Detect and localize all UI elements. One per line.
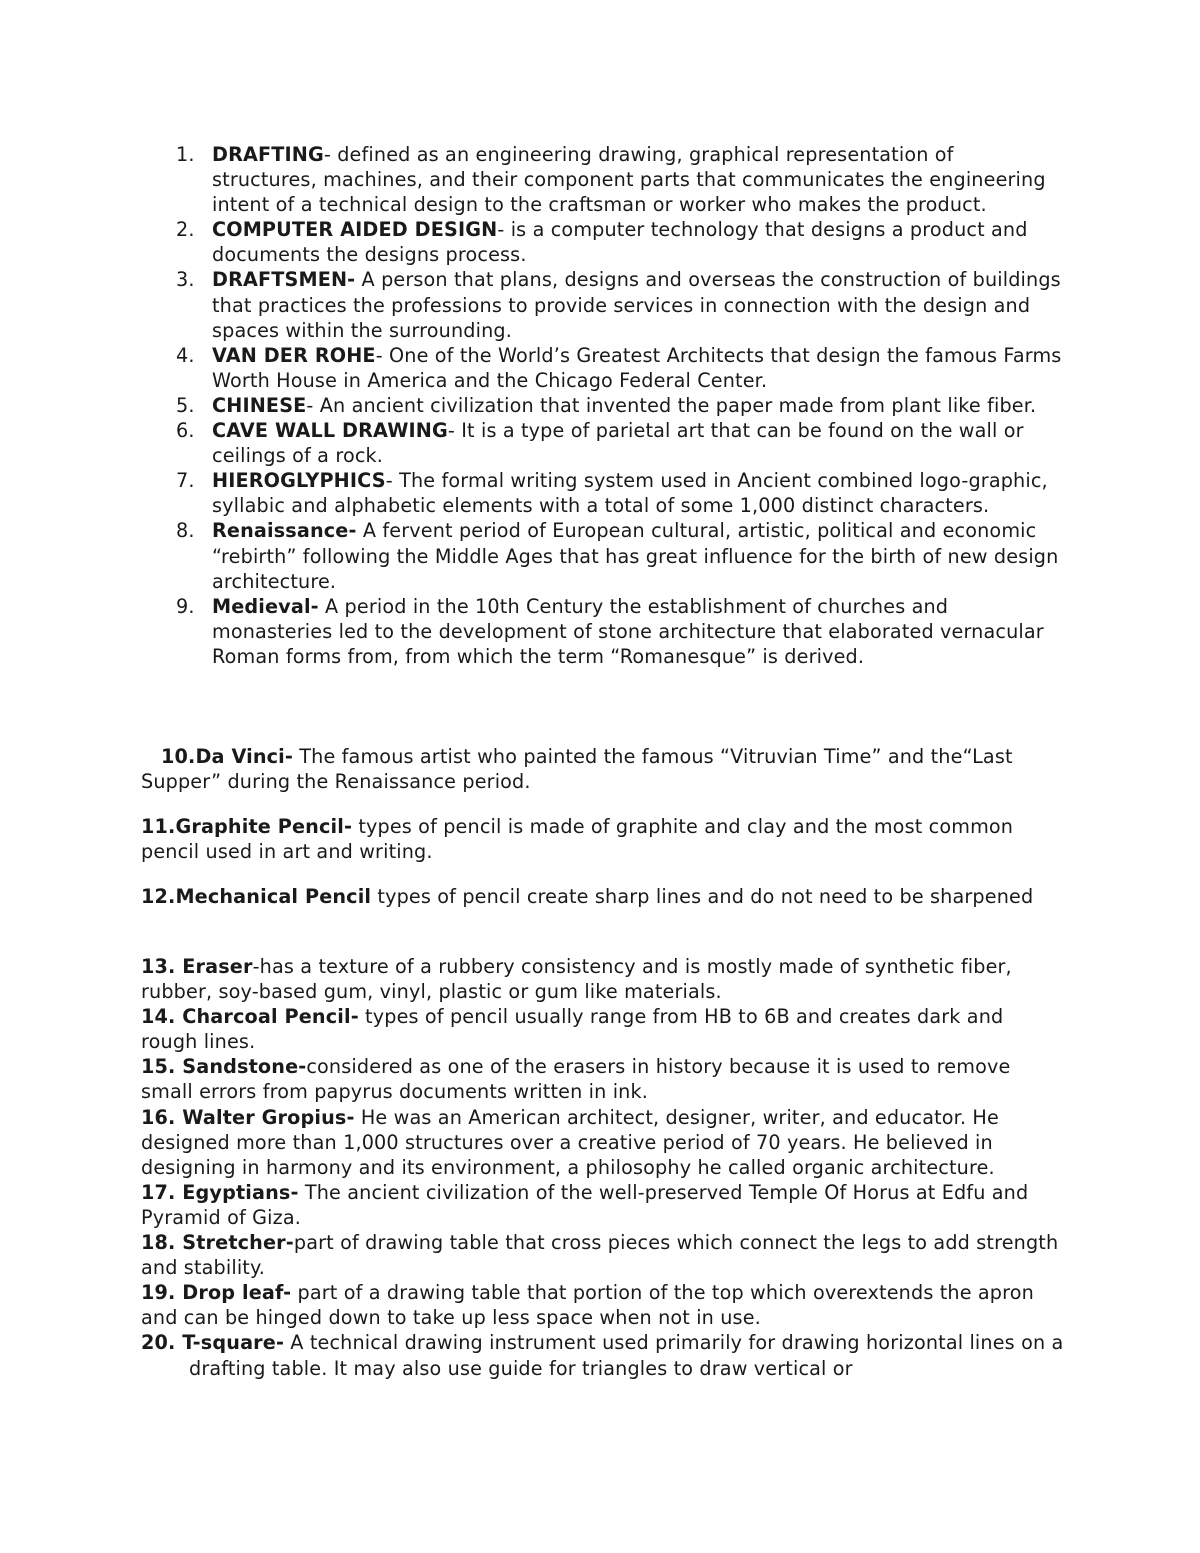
- list-item: [0, 343, 1062, 393]
- entry-16: [141, 1105, 1066, 1180]
- item-text: A period in the 10th Century the establishment of churches and monasteries led to the development of stone architecture that elaborated vernacular Roman forms from, from which the term “Romanesque” is derived.: [212, 594, 1044, 668]
- item-text: types of pencil is made of graphite and clay and the most common pencil used in art and writing.: [141, 815, 1014, 864]
- item-text: -has a texture of a rubbery consistency and is mostly made of synthetic fiber, rubber, soy-based gum, vinyl, plastic or gum like materials.: [141, 955, 1012, 1004]
- item-text: - An ancient civilization that invented the paper made from plant like fiber.: [306, 393, 1037, 417]
- item-term: 19. Drop leaf-: [141, 1281, 292, 1305]
- item-term: Medieval-: [212, 594, 319, 618]
- item-term: 13. Eraser: [141, 955, 253, 978]
- item-text: A fervent period of European cultural, artistic, political and economic “rebirth” following the Middle Ages that has great influence for the birth of new design architecture.: [212, 519, 1059, 593]
- item-text: The famous artist who painted the famous “Vitruvian Time” and the“Last Supper” during the Renaissance period.: [141, 745, 1013, 794]
- item-number: 3.: [176, 268, 195, 292]
- item-term: COMPUTER AIDED DESIGN: [212, 218, 498, 242]
- item-text: A technical drawing instrument used primarily for drawing horizontal lines on a drafting table. It may also use guide for triangles to draw vertical or: [189, 1331, 1064, 1380]
- item-text: - The formal writing system used in Ancient combined logo-graphic, syllabic and alphabetic elements with a total of some 1,000 distinct characters.: [212, 469, 1048, 518]
- item-term: 17. Egyptians-: [141, 1180, 299, 1204]
- list-item: [0, 468, 1062, 518]
- entry-19: [141, 1280, 1066, 1330]
- item-text: - is a computer technology that designs a product and documents the designs process.: [212, 218, 1028, 267]
- item-number: 2.: [176, 218, 195, 242]
- list-item: [0, 267, 1062, 342]
- item-text: - defined as an engineering drawing, graphical representation of structures, machines, and their component parts that communicates the engineering intent of a technical design to the craftsman or worker who makes the product.: [212, 143, 1046, 217]
- item-term: 11.Graphite Pencil-: [141, 815, 353, 838]
- item-term: 15. Sandstone-: [141, 1055, 307, 1079]
- list-item: [0, 142, 1062, 217]
- item-text: types of pencil create sharp lines and do not need to be sharpened: [371, 885, 1034, 908]
- entry-11: [141, 814, 1061, 864]
- item-number: 5.: [176, 393, 195, 417]
- item-text: The ancient civilization of the well-preserved Temple Of Horus at Edfu and Pyramid of Giza.: [141, 1180, 1029, 1229]
- item-number: 1.: [176, 143, 195, 166]
- item-text: He was an American architect, designer, writer, and educator. He designed more than 1,000 structures over a creative period of 70 years. He believed in designing in harmony and its environment, a philosophy he called organic architecture.: [141, 1105, 999, 1179]
- entry-18: [141, 1230, 1066, 1280]
- entry-12: [141, 884, 1061, 909]
- item-term: DRAFTING: [212, 143, 324, 166]
- entries-13-20: [141, 954, 1066, 1381]
- item-term: HIEROGLYPHICS: [212, 469, 386, 493]
- item-text: types of pencil usually range from HB to 6B and creates dark and rough lines.: [141, 1005, 1004, 1054]
- item-term: DRAFTSMEN-: [212, 268, 356, 292]
- list-item: [0, 217, 1062, 267]
- list-item: [0, 594, 1062, 669]
- list-item: [0, 393, 1062, 418]
- item-term: CHINESE: [212, 393, 307, 417]
- numbered-list: [0, 142, 1062, 669]
- list-item: [0, 518, 1062, 593]
- list-item: [0, 418, 1062, 468]
- item-term: CAVE WALL DRAWING: [212, 419, 448, 443]
- item-number: 8.: [176, 519, 195, 543]
- item-term: Renaissance-: [212, 519, 357, 543]
- item-text: - It is a type of parietal art that can be found on the wall or ceilings of a rock.: [212, 419, 1024, 468]
- item-term: 16. Walter Gropius-: [141, 1105, 355, 1129]
- item-number: 9.: [176, 594, 195, 618]
- item-term: 12.Mechanical Pencil: [141, 885, 372, 908]
- item-text: - One of the World’s Greatest Architects that design the famous Farms Worth House in America and the Chicago Federal Center.: [212, 343, 1062, 392]
- item-number: 4.: [176, 343, 195, 367]
- entry-15: [141, 1054, 1066, 1104]
- entry-14: [141, 1004, 1066, 1054]
- item-term: 10.Da Vinci-: [161, 745, 294, 768]
- item-term: 14. Charcoal Pencil-: [141, 1005, 359, 1029]
- item-term: 18. Stretcher-: [141, 1231, 294, 1255]
- entry-20: [141, 1330, 1066, 1380]
- item-number: 7.: [176, 469, 195, 493]
- item-text: part of a drawing table that portion of the top which overextends the apron and can be hinged down to take up less space when not in use.: [141, 1281, 1034, 1330]
- entry-17: [141, 1180, 1066, 1230]
- entry-10: [141, 744, 1061, 794]
- item-term: VAN DER ROHE: [212, 343, 376, 367]
- item-text: considered as one of the erasers in history because it is used to remove small errors from papyrus documents written in ink.: [141, 1055, 1011, 1104]
- item-text: A person that plans, designs and overseas the construction of buildings that practices the professions to provide services in connection with the design and spaces within the surrounding.: [212, 268, 1061, 342]
- item-text: part of drawing table that cross pieces which connect the legs to add strength and stability.: [141, 1231, 1059, 1280]
- item-number: 6.: [176, 419, 195, 443]
- entry-13: [141, 954, 1066, 1004]
- item-term: 20. T-square-: [141, 1331, 285, 1355]
